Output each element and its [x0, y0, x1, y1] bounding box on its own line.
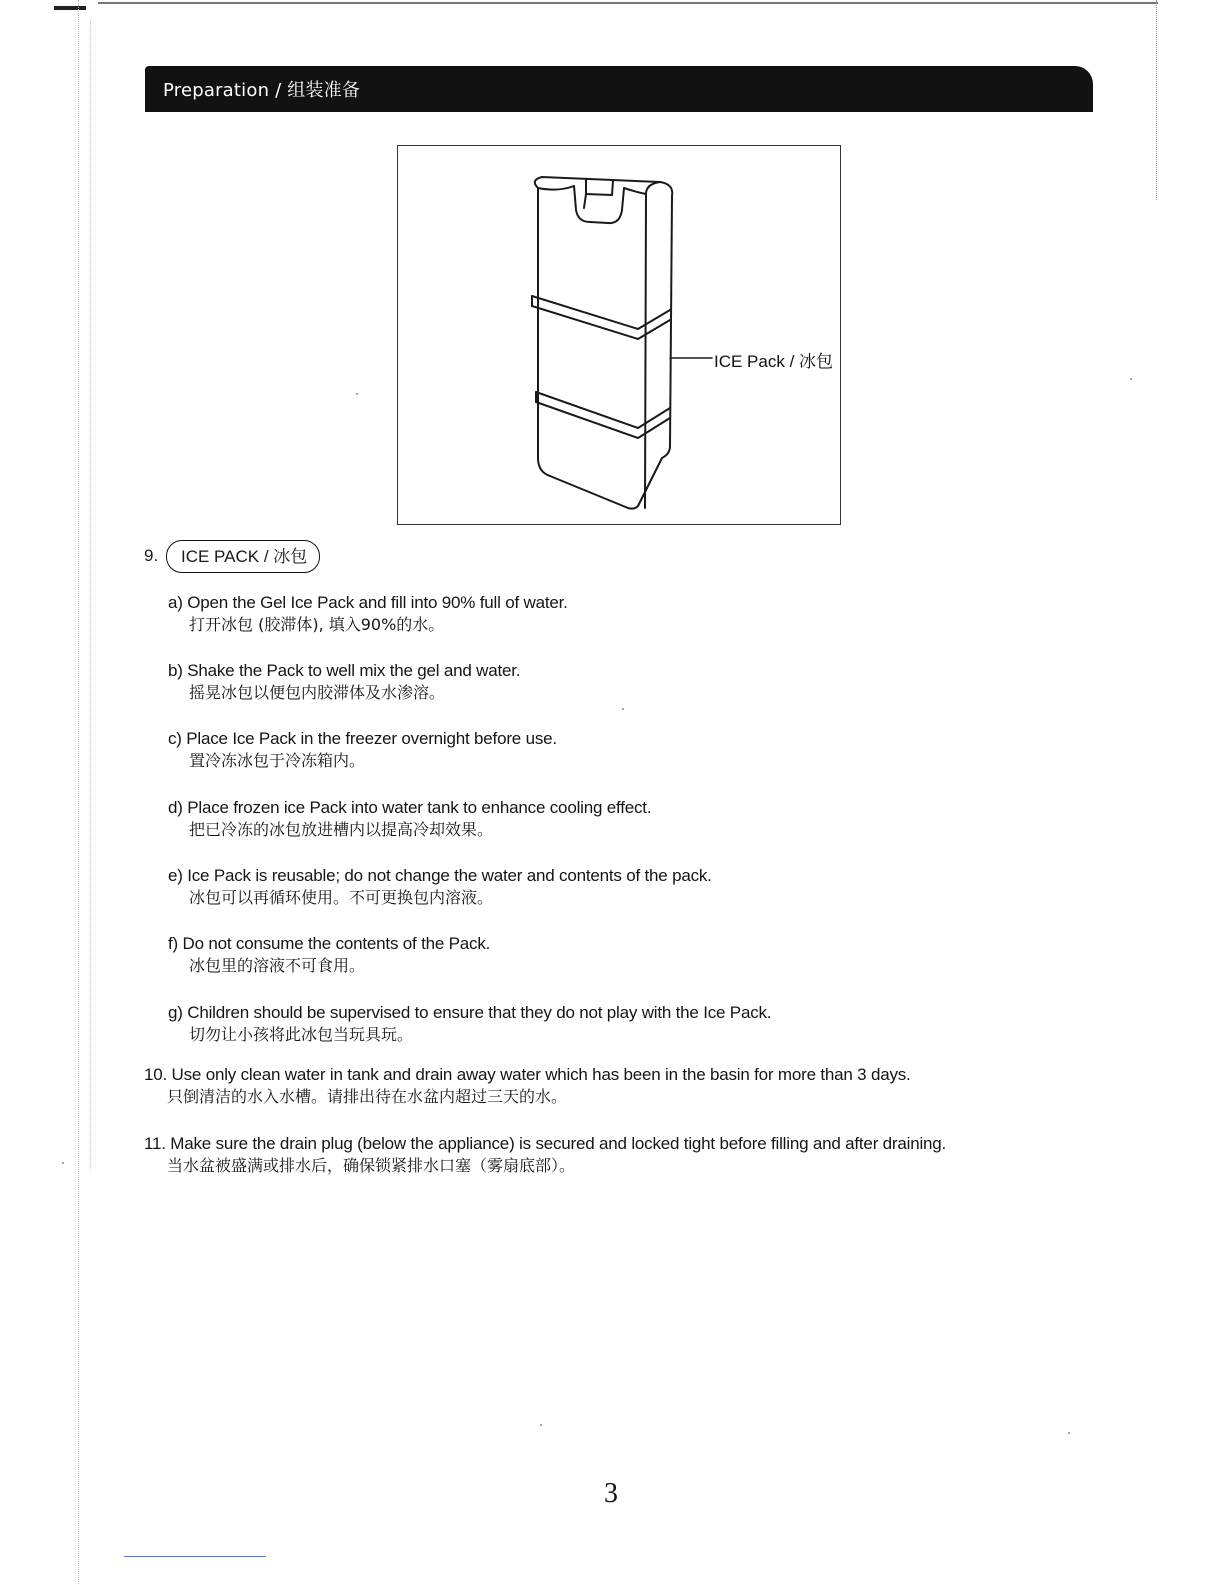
scan-corner-mark — [54, 6, 86, 10]
section-number: 9. — [144, 546, 159, 565]
note-10-chinese: 只倒清洁的水入水槽。请排出待在水盆内超过三天的水。 — [167, 1087, 568, 1106]
scan-speck — [540, 1424, 542, 1426]
step-f-english: f) Do not consume the contents of the Pack. — [168, 934, 491, 953]
ice-pack-callout-label: ICE Pack / 冰包 — [714, 352, 834, 371]
note-11 — [144, 1133, 946, 1177]
scan-right-edge — [1156, 0, 1157, 200]
step-c-chinese: 置冷冻冰包于冷冻箱内。 — [189, 751, 366, 770]
page-number: 3 — [604, 1478, 618, 1509]
step-d-english: d) Place frozen ice Pack into water tank to enhance cooling effect. — [168, 798, 652, 817]
step-a — [168, 592, 568, 636]
step-c-english: c) Place Ice Pack in the freezer overnight before use. — [168, 729, 557, 748]
note-10 — [144, 1064, 911, 1108]
section-title-pill: ICE PACK / 冰包 — [166, 540, 320, 573]
scan-speck — [62, 1162, 64, 1164]
page-title: Preparation / 组装准备 — [163, 80, 361, 101]
ice-pack-figure — [397, 145, 841, 525]
scan-speck — [356, 393, 358, 395]
step-b-chinese: 摇晃冰包以便包内胶滞体及水渗溶。 — [189, 683, 446, 702]
scan-left-edge-inner — [90, 20, 91, 1170]
step-e-chinese: 冰包可以再循环使用。不可更换包内溶液。 — [189, 888, 494, 907]
step-d — [168, 797, 651, 841]
step-g-english: g) Children should be supervised to ensure that they do not play with the Ice Pack. — [168, 1003, 772, 1022]
step-b — [168, 660, 520, 704]
step-g — [168, 1002, 771, 1046]
scan-speck — [1068, 1432, 1070, 1434]
scan-speck — [622, 708, 624, 710]
note-11-chinese: 当水盆被盛满或排水后，确保锁紧排水口塞（雾扇底部）。 — [167, 1156, 576, 1175]
step-e — [168, 865, 712, 909]
note-11-english: 11. Make sure the drain plug (below the appliance) is secured and locked tight before filling and after draining. — [144, 1134, 947, 1153]
step-f — [168, 933, 490, 977]
section-header-bar — [145, 66, 1093, 112]
scan-bottom-line — [124, 1556, 266, 1557]
step-a-chinese: 打开冰包 (胶滞体), 填入90%的水。 — [189, 615, 445, 634]
scan-left-edge — [78, 0, 79, 1584]
step-e-english: e) Ice Pack is reusable; do not change the water and contents of the pack. — [168, 866, 712, 885]
scan-top-rule — [98, 2, 1158, 4]
note-10-english: 10. Use only clean water in tank and drain away water which has been in the basin for more than 3 days. — [144, 1065, 911, 1084]
step-d-chinese: 把已冷冻的冰包放进槽内以提高冷却效果。 — [189, 820, 494, 839]
ice-pack-illustration — [398, 146, 842, 526]
step-c — [168, 728, 557, 772]
scan-speck — [1130, 378, 1132, 380]
step-b-english: b) Shake the Pack to well mix the gel and water. — [168, 661, 521, 680]
step-a-english: a) Open the Gel Ice Pack and fill into 90% full of water. — [168, 593, 568, 612]
step-g-chinese: 切勿让小孩将此冰包当玩具玩。 — [189, 1025, 414, 1044]
step-f-chinese: 冰包里的溶液不可食用。 — [189, 956, 366, 975]
